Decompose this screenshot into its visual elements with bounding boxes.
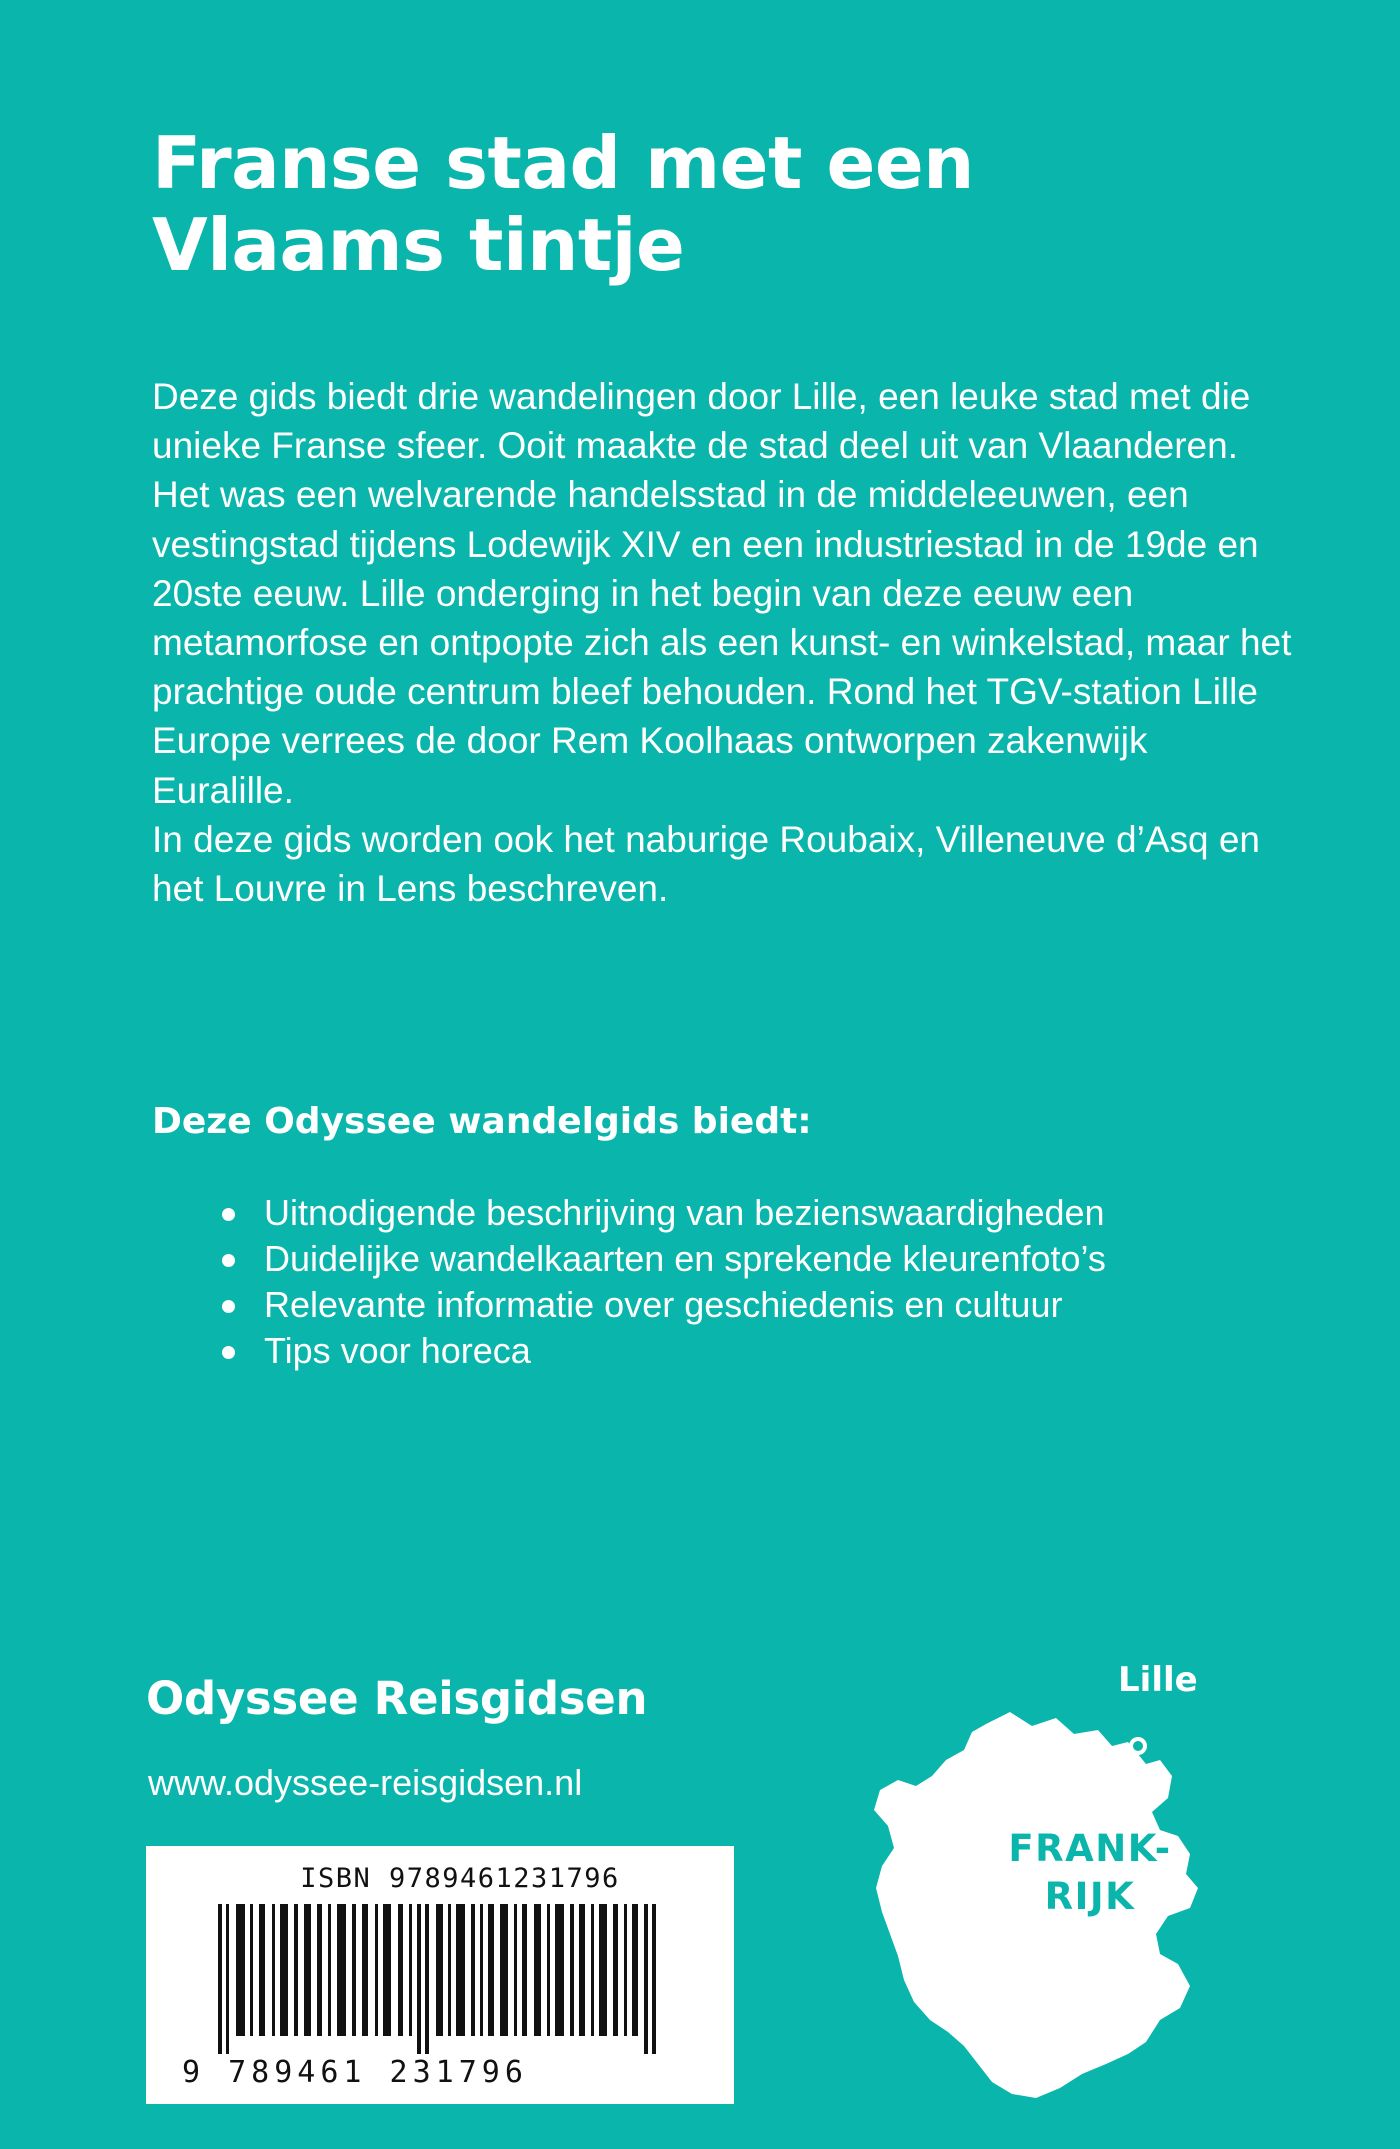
bullet-dot-icon [222,1300,235,1313]
bullet-dot-icon [222,1346,235,1359]
list-item-label: Tips voor horeca [264,1330,531,1372]
page-title [152,122,1052,286]
map-city-label: Lille [1118,1660,1198,1700]
map-country-line-1: FRANK- [1008,1827,1172,1870]
publisher-website[interactable]: www.odyssee-reisgidsen.nl [148,1762,583,1803]
list-item-label: Duidelijke wandelkaarten en sprekende kleurenfoto’s [264,1238,1106,1280]
map-country-line-2: RIJK [1044,1875,1136,1919]
list-item [212,1192,1332,1234]
bullet-dot-icon [222,1208,235,1221]
list-item-label: Relevante informatie over geschiedenis en cultuur [264,1284,1063,1326]
list-item [212,1284,1332,1326]
barcode-digits: 9 789461 231796 [182,2055,528,2090]
list-item-label: Uitnodigende beschrijving van bezienswaardigheden [264,1192,1105,1233]
title-line-1: Franse stad met een [152,121,974,205]
isbn-barcode [146,1846,734,2104]
description-paragraph-2: In deze gids worden ook het naburige Roubaix, Villeneuve d’Asq en het Louvre in Lens beschreven. [152,818,1261,910]
list-item [212,1330,1332,1372]
publisher-name: Odyssee Reisgidsen [146,1672,648,1725]
bullet-dot-icon [222,1254,235,1267]
description-block [152,372,1292,913]
features-heading: Deze Odyssee wandelgids biedt: [152,1101,812,1142]
isbn-number: ISBN 9789461231796 [300,1863,620,1894]
barcode-bars-icon [180,1904,700,2054]
description-paragraph-1: Deze gids biedt drie wandelingen door Lille, een leuke stad met die unieke Franse sfeer. Ooit maakte de stad deel uit van Vlaanderen. Het was een welvarende handelsstad in de middeleeuwen, een vestingstad tijdens Lodewijk XIV en een industriestad in de 19de en 20ste eeuw. Lille onderging in het begin van deze eeuw een metamorfose en ontpopte zich als een kunst- en winkelstad, maar het prachtige oude centrum bleef behouden. Rond het TGV-station Lille Europe verrees de door Rem Koolhaas ontworpen zakenwijk Euralille. [152,376,1292,811]
france-map [860,1660,1360,2140]
map-country-label [990,1825,1190,1921]
list-item [212,1238,1332,1280]
title-line-2: Vlaams tintje [152,203,685,288]
features-list [212,1192,1332,1376]
